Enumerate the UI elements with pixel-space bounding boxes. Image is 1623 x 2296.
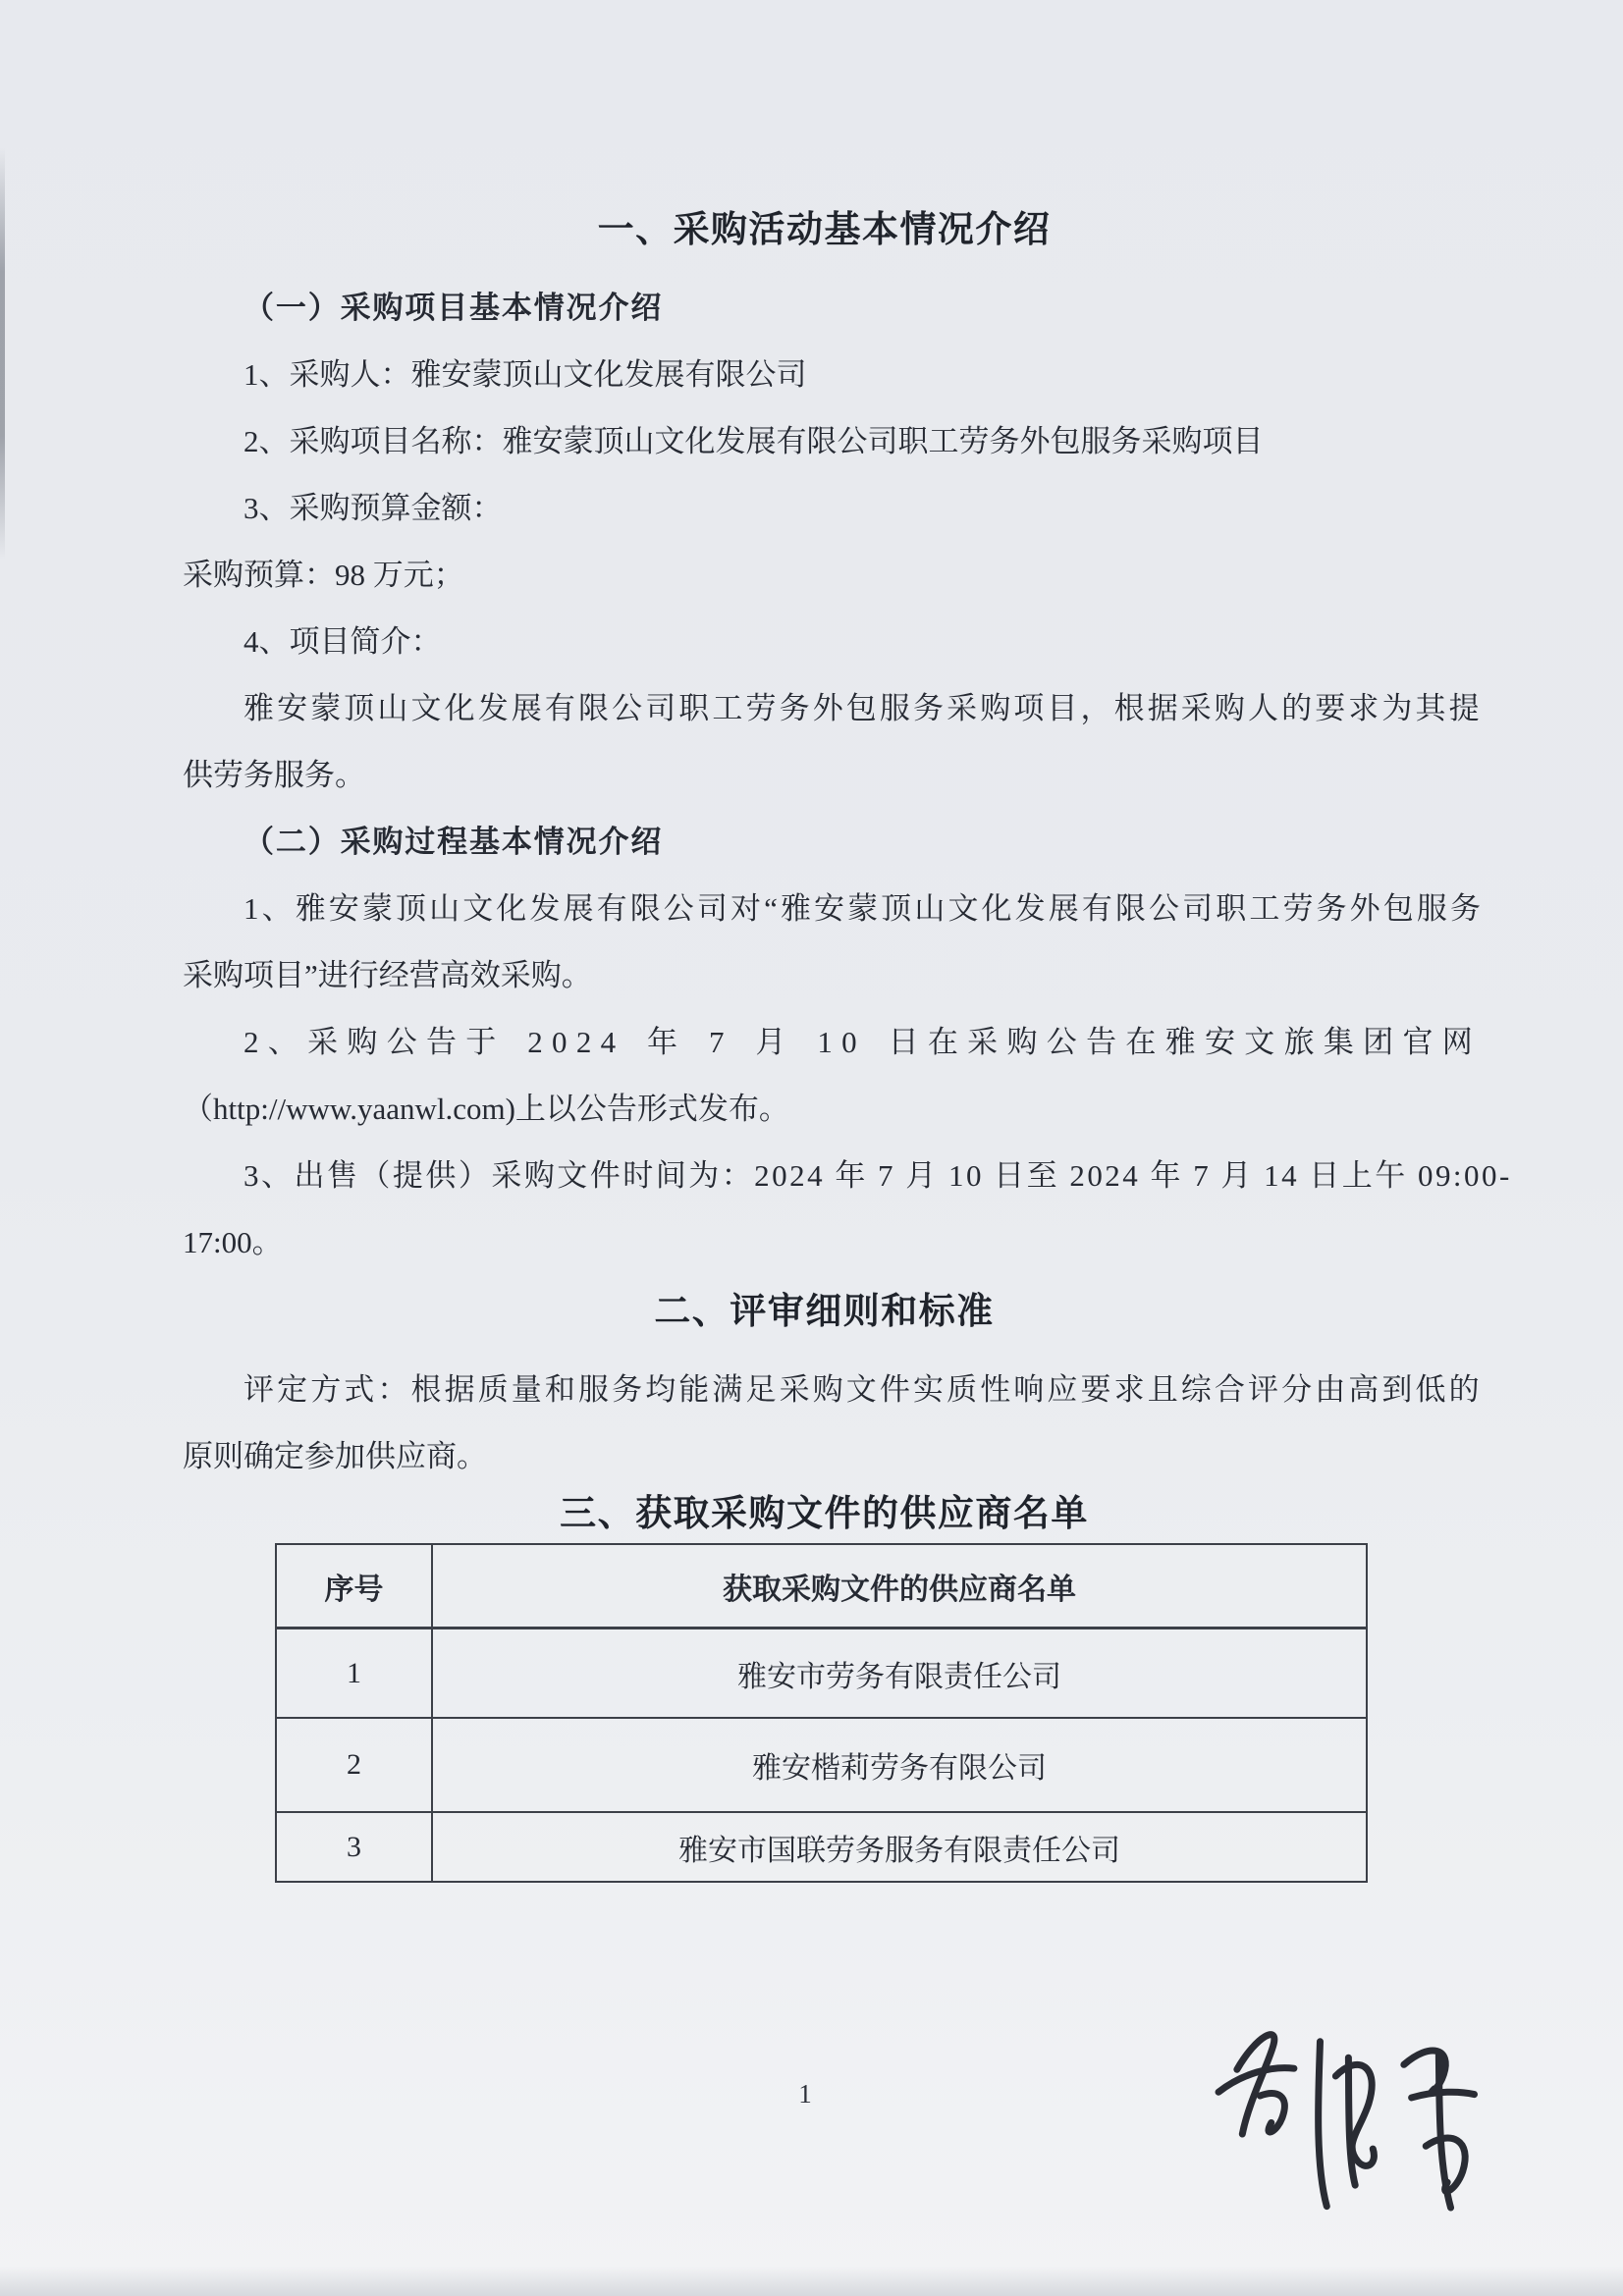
row-index: 3 bbox=[276, 1812, 432, 1882]
section1-subheading-1: （一）采购项目基本情况介绍 bbox=[243, 290, 664, 325]
process-item1-line1: 1、雅安蒙顶山文化发展有限公司对“雅安蒙顶山文化发展有限公司职工劳务外包服务 bbox=[243, 890, 1485, 926]
table-row bbox=[276, 1812, 1367, 1882]
header-cell-index: 序号 bbox=[276, 1544, 432, 1629]
section1-item-project-name: 2、采购项目名称：雅安蒙顶山文化发展有限公司职工劳务外包服务采购项目 bbox=[243, 423, 1264, 458]
section2-body-line1: 评定方式：根据质量和服务均能满足采购文件实质性响应要求且综合评分由高到低的 bbox=[243, 1371, 1483, 1407]
process-item2-line1: 2、采购公告于 2024 年 7 月 10 日在采购公告在雅安文旅集团官网 bbox=[243, 1024, 1483, 1059]
scan-edge-shadow-bottom bbox=[0, 2267, 1623, 2296]
handwritten-signature bbox=[1197, 1995, 1514, 2256]
row-index: 2 bbox=[276, 1718, 432, 1812]
section1-heading: 一、采购活动基本情况介绍 bbox=[597, 209, 1052, 249]
row-supplier: 雅安楷莉劳务有限公司 bbox=[432, 1718, 1367, 1812]
section1-budget-value: 采购预算：98 万元； bbox=[183, 557, 464, 592]
suppliers-table-container bbox=[275, 1543, 1368, 1883]
section1-item-intro-label: 4、项目简介： bbox=[243, 623, 442, 659]
process-item2-line2: （http://www.yaanwl.com)上以公告形式发布。 bbox=[183, 1091, 789, 1126]
row-index: 1 bbox=[276, 1629, 432, 1719]
process-item3-line1: 3、出售（提供）采购文件时间为：2024 年 7 月 10 日至 2024 年 7 月 14 日上午 09:00- bbox=[243, 1157, 1512, 1193]
row-supplier: 雅安市国联劳务服务有限责任公司 bbox=[432, 1812, 1367, 1882]
section1-item-budget-label: 3、采购预算金额： bbox=[243, 490, 503, 525]
table-row bbox=[276, 1718, 1367, 1812]
row-supplier: 雅安市劳务有限责任公司 bbox=[432, 1629, 1367, 1719]
suppliers-table-header-row bbox=[276, 1544, 1367, 1629]
section1-intro-line1: 雅安蒙顶山文化发展有限公司职工劳务外包服务采购项目，根据采购人的要求为其提 bbox=[243, 690, 1483, 725]
section1-intro-line2: 供劳务服务。 bbox=[183, 757, 365, 792]
table-row bbox=[276, 1629, 1367, 1719]
section2-heading: 二、评审细则和标准 bbox=[654, 1291, 995, 1331]
section1-item-buyer: 1、采购人：雅安蒙顶山文化发展有限公司 bbox=[243, 356, 807, 392]
section2-body-line2: 原则确定参加供应商。 bbox=[183, 1438, 487, 1473]
section1-subheading-2: （二）采购过程基本情况介绍 bbox=[243, 824, 664, 859]
suppliers-table bbox=[275, 1543, 1368, 1883]
process-item3-line2: 17:00。 bbox=[183, 1224, 283, 1259]
page-number: 1 bbox=[798, 2079, 812, 2109]
header-cell-supplier: 获取采购文件的供应商名单 bbox=[432, 1544, 1367, 1629]
section3-heading: 三、获取采购文件的供应商名单 bbox=[560, 1493, 1089, 1533]
process-item1-line2: 采购项目”进行经营高效采购。 bbox=[183, 957, 592, 992]
